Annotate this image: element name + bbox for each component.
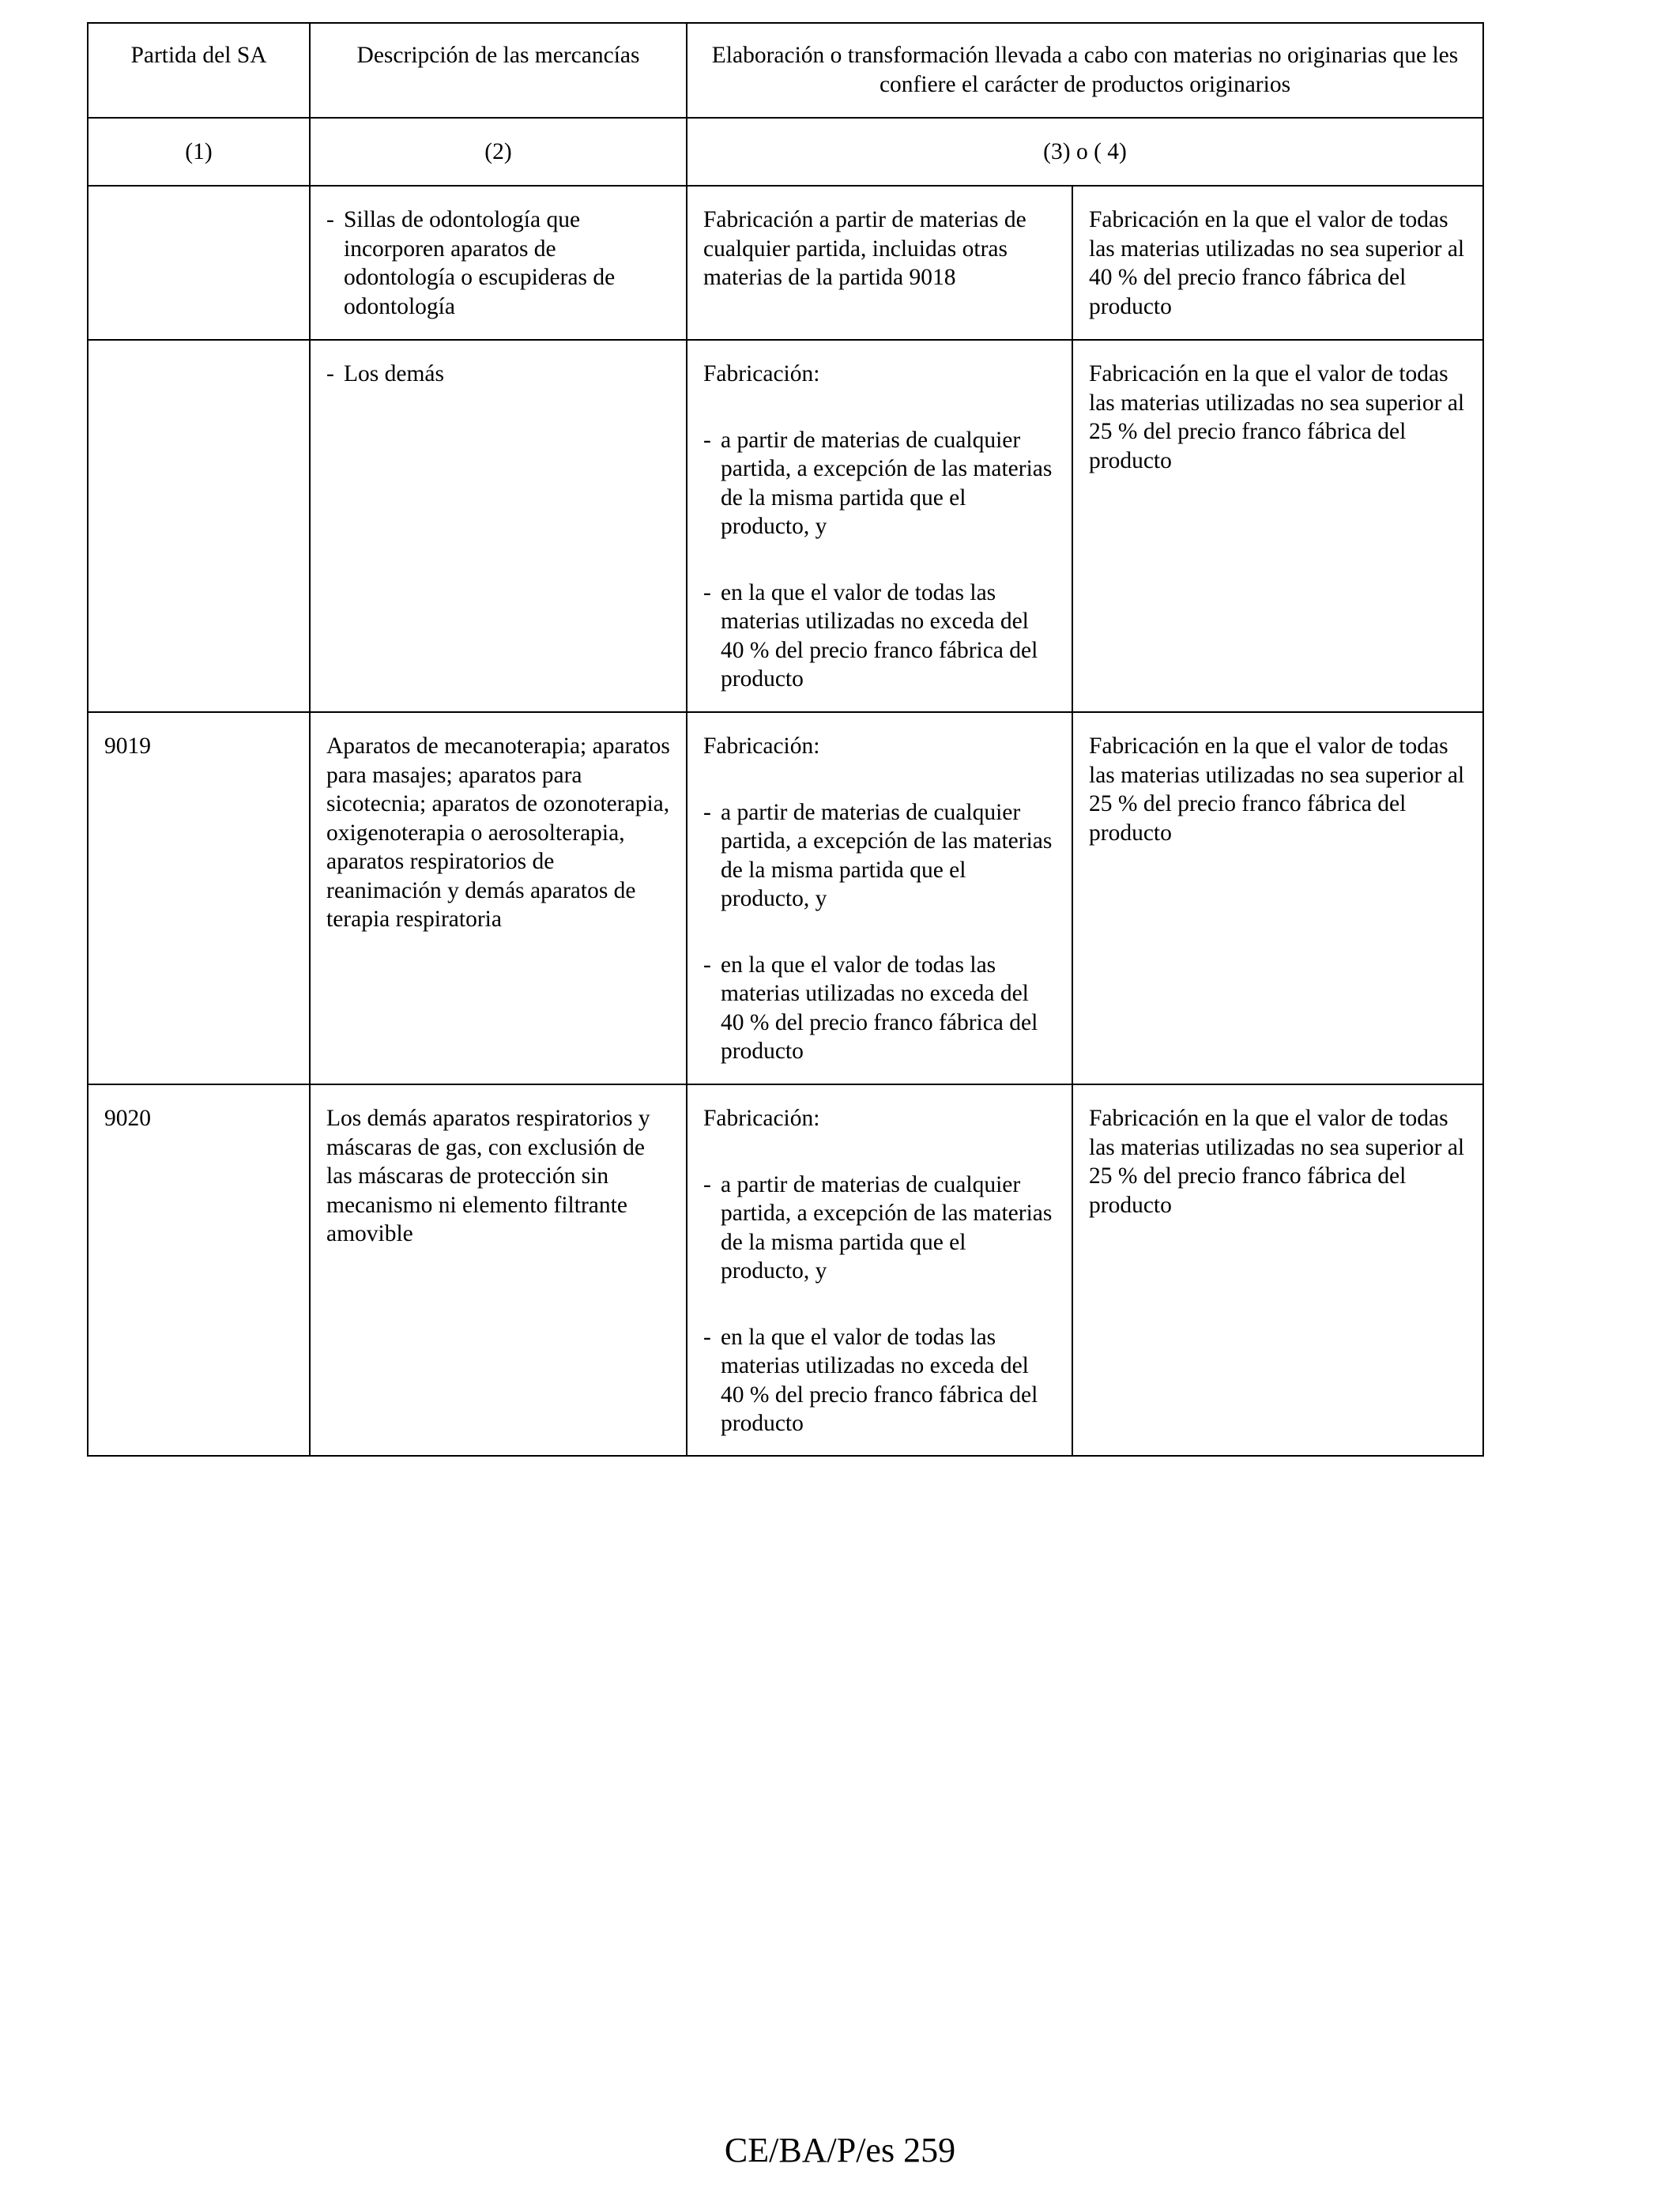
column-number-1: (1) [88, 118, 310, 186]
table-header-row [88, 23, 1483, 118]
rule-item-text: a partir de materias de cualquier partida, a excepción de las materias de la misma partida que el producto, y [721, 1171, 1053, 1284]
rule-col4-cell: Fabricación en la que el valor de todas las materias utilizadas no sea superior al 25 % del precio franco fábrica del producto [1072, 712, 1483, 1084]
description-cell: Los demás aparatos respiratorios y máscaras de gas, con exclusión de las máscaras de protección sin mecanismo ni elemento filtrante amovible [310, 1084, 687, 1456]
hs-code-cell [88, 186, 310, 340]
table-row [88, 340, 1483, 712]
dash-marker: - [703, 427, 711, 453]
dash-marker: - [703, 952, 711, 978]
rule-dash-item [703, 579, 1056, 694]
rule-lead-text: Fabricación: [703, 361, 820, 386]
rule-lead-text: Fabricación: [703, 733, 820, 759]
rule-item-text: en la que el valor de todas las materias utilizadas no exceda del 40 % del precio franco fábrica del producto [721, 1324, 1038, 1436]
rule-col4-cell: Fabricación en la que el valor de todas las materias utilizadas no sea superior al 40 % del precio franco fábrica del producto [1072, 186, 1483, 340]
description-cell [310, 186, 687, 340]
header-description: Descripción de las mercancías [310, 23, 687, 118]
rule-dash-item [703, 1323, 1056, 1438]
rule-col4-cell: Fabricación en la que el valor de todas las materias utilizadas no sea superior al 25 % del precio franco fábrica del producto [1072, 340, 1483, 712]
description-cell [310, 340, 687, 712]
dash-marker: - [703, 799, 711, 825]
rule-dash-item [703, 1171, 1056, 1286]
header-working-processing: Elaboración o transformación llevada a cabo con materias no originarias que les confiere el carácter de productos originarios [687, 23, 1483, 118]
rule-item-text: a partir de materias de cualquier partida, a excepción de las materias de la misma partida que el producto, y [721, 427, 1053, 539]
table-row [88, 1084, 1483, 1456]
dash-marker: - [703, 579, 711, 605]
rule-item-text: en la que el valor de todas las materias utilizadas no exceda del 40 % del precio franco fábrica del producto [721, 579, 1038, 692]
description-dash-item [326, 205, 670, 321]
hs-code-cell: 9020 [88, 1084, 310, 1456]
page-reference-footer: CE/BA/P/es 259 [724, 2131, 956, 2169]
dash-marker: - [326, 361, 334, 386]
column-number-row [88, 118, 1483, 186]
dash-marker: - [326, 207, 334, 232]
table-row [88, 186, 1483, 340]
description-text: Los demás [344, 361, 444, 386]
table-row [88, 712, 1483, 1084]
column-number-2: (2) [310, 118, 687, 186]
rule-col4-cell: Fabricación en la que el valor de todas las materias utilizadas no sea superior al 25 % del precio franco fábrica del producto [1072, 1084, 1483, 1456]
header-hs-heading: Partida del SA [88, 23, 310, 118]
rule-dash-item [703, 798, 1056, 914]
rule-col3-cell [687, 340, 1072, 712]
rule-item-text: a partir de materias de cualquier partida, a excepción de las materias de la misma partida que el producto, y [721, 799, 1053, 911]
hs-code-cell: 9019 [88, 712, 310, 1084]
rule-col3-cell [687, 712, 1072, 1084]
rule-dash-item [703, 426, 1056, 541]
rule-item-text: en la que el valor de todas las materias utilizadas no exceda del 40 % del precio franco fábrica del producto [721, 952, 1038, 1064]
column-number-3-4: (3) o ( 4) [687, 118, 1483, 186]
dash-marker: - [703, 1171, 711, 1197]
description-text: Sillas de odontología que incorporen aparatos de odontología o escupideras de odontología [344, 207, 616, 319]
rules-of-origin-table [87, 22, 1484, 1457]
rule-col3-cell [687, 1084, 1072, 1456]
rule-dash-item [703, 951, 1056, 1066]
dash-marker: - [703, 1324, 711, 1350]
description-cell: Aparatos de mecanoterapia; aparatos para masajes; aparatos para sicotecnia; aparatos de ozonoterapia, oxigenoterapia o aerosolterapia, aparatos respiratorios de reanimación y demás aparatos de terapia respiratoria [310, 712, 687, 1084]
rule-lead-text: Fabricación: [703, 1106, 820, 1131]
hs-code-cell [88, 340, 310, 712]
rule-col3-cell: Fabricación a partir de materias de cualquier partida, incluidas otras materias de la partida 9018 [687, 186, 1072, 340]
description-dash-item [326, 360, 670, 389]
